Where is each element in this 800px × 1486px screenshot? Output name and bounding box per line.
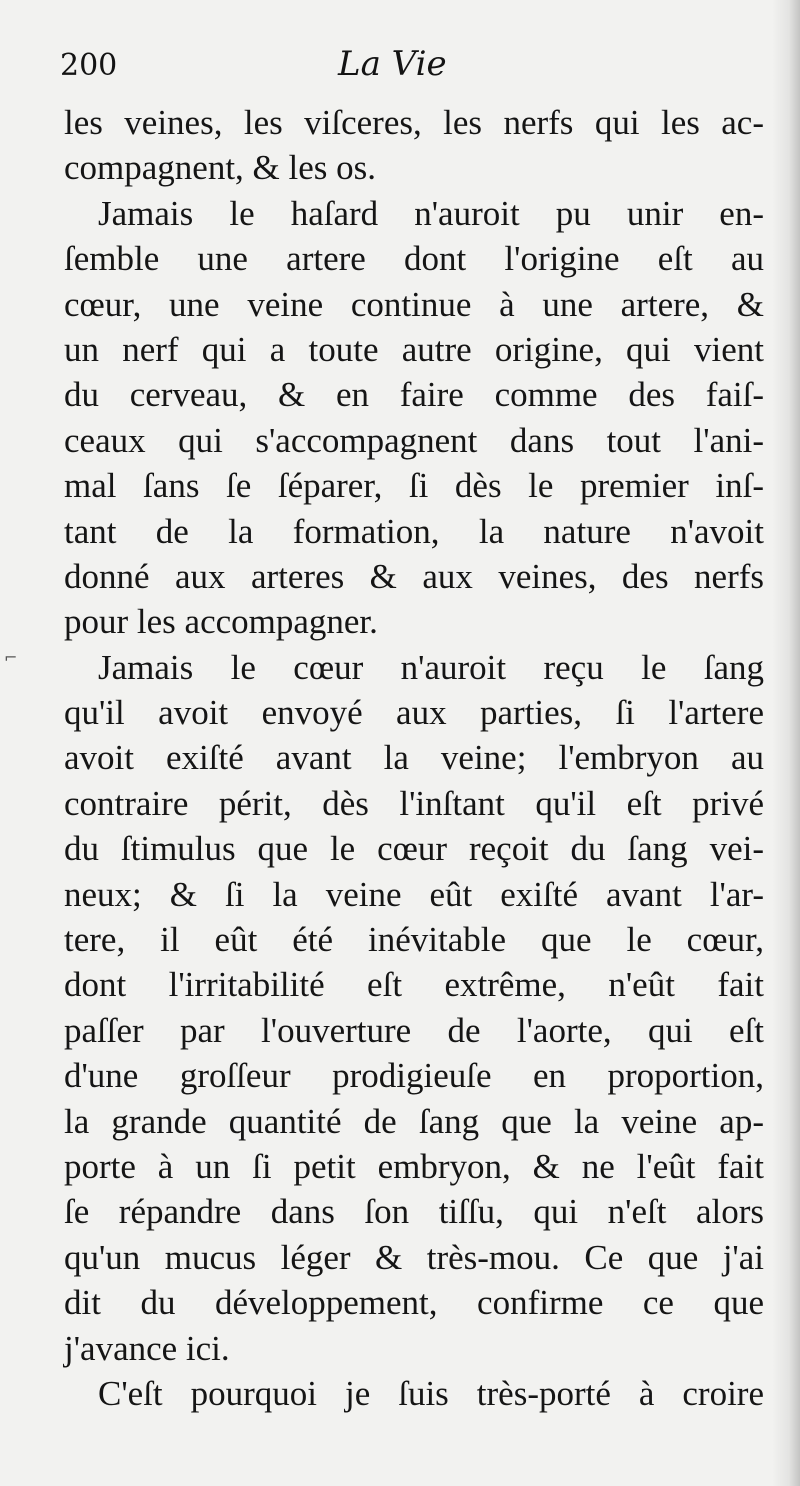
text-line: un nerf qui a toute autre origine, qui vient	[64, 329, 764, 369]
text-line: Jamais le cœur n'auroit reçu le ſang	[98, 647, 764, 687]
text-line: d'une groſſeur prodigieuſe en proportion,	[64, 1056, 764, 1096]
page-number: 200	[60, 48, 118, 83]
text-line: ſe répandre dans ſon tiſſu, qui n'eſt alors	[64, 1192, 764, 1232]
page-header	[60, 44, 760, 94]
text-line: qu'un mucus léger & très-mou. Ce que j'ai	[64, 1237, 764, 1277]
text-line: paſſer par l'ouverture de l'aorte, qui eſt	[64, 1010, 764, 1050]
text-line: ceaux qui s'accompagnent dans tout l'ani-	[64, 420, 764, 460]
text-line: qu'il avoit envoyé aux parties, ſi l'artere	[64, 693, 764, 733]
text-line: ſemble une artere dont l'origine eſt au	[64, 239, 764, 279]
text-line: cœur, une veine continue à une artere, &	[64, 284, 764, 324]
margin-mark: ⌐	[4, 648, 18, 667]
text-line: porte à un ſi petit embryon, & ne l'eût fait	[64, 1146, 764, 1186]
text-line: du cerveau, & en faire comme des faiſ-	[64, 375, 764, 415]
text-line: tere, il eût été inévitable que le cœur,	[64, 920, 764, 960]
text-line: contraire périt, dès l'inſtant qu'il eſt privé	[64, 783, 764, 823]
text-line: dont l'irritabilité eſt extrême, n'eût fait	[64, 965, 764, 1005]
text-line: j'avance ici.	[64, 1328, 230, 1368]
text-line: pour les accompagner.	[64, 602, 378, 642]
text-line: les veines, les viſceres, les nerfs qui les ac-	[64, 103, 764, 142]
text-line: dit du développement, confirme ce que	[64, 1283, 764, 1323]
page-edge-shadow	[772, 0, 800, 1486]
text-line: la grande quantité de ſang que la veine ap-	[64, 1101, 764, 1141]
text-line: du ſtimulus que le cœur reçoit du ſang vei-	[64, 829, 764, 869]
text-line: C'eſt pourquoi je ſuis très-porté à croire	[98, 1373, 764, 1413]
running-title: La Vie	[338, 44, 447, 84]
text-line: tant de la formation, la nature n'avoit	[64, 511, 764, 551]
text-line: donné aux arteres & aux veines, des nerfs	[64, 556, 764, 596]
text-line: compagnent, & les os.	[64, 148, 377, 188]
text-line: mal ſans ſe ſéparer, ſi dès le premier inſ-	[64, 466, 764, 506]
text-line: avoit exiſté avant la veine; l'embryon au	[64, 738, 764, 778]
body-text	[64, 100, 764, 1416]
text-line: Jamais le haſard n'auroit pu unir en-	[98, 193, 764, 233]
text-line: neux; & ſi la veine eût exiſté avant l'ar-	[64, 874, 764, 914]
